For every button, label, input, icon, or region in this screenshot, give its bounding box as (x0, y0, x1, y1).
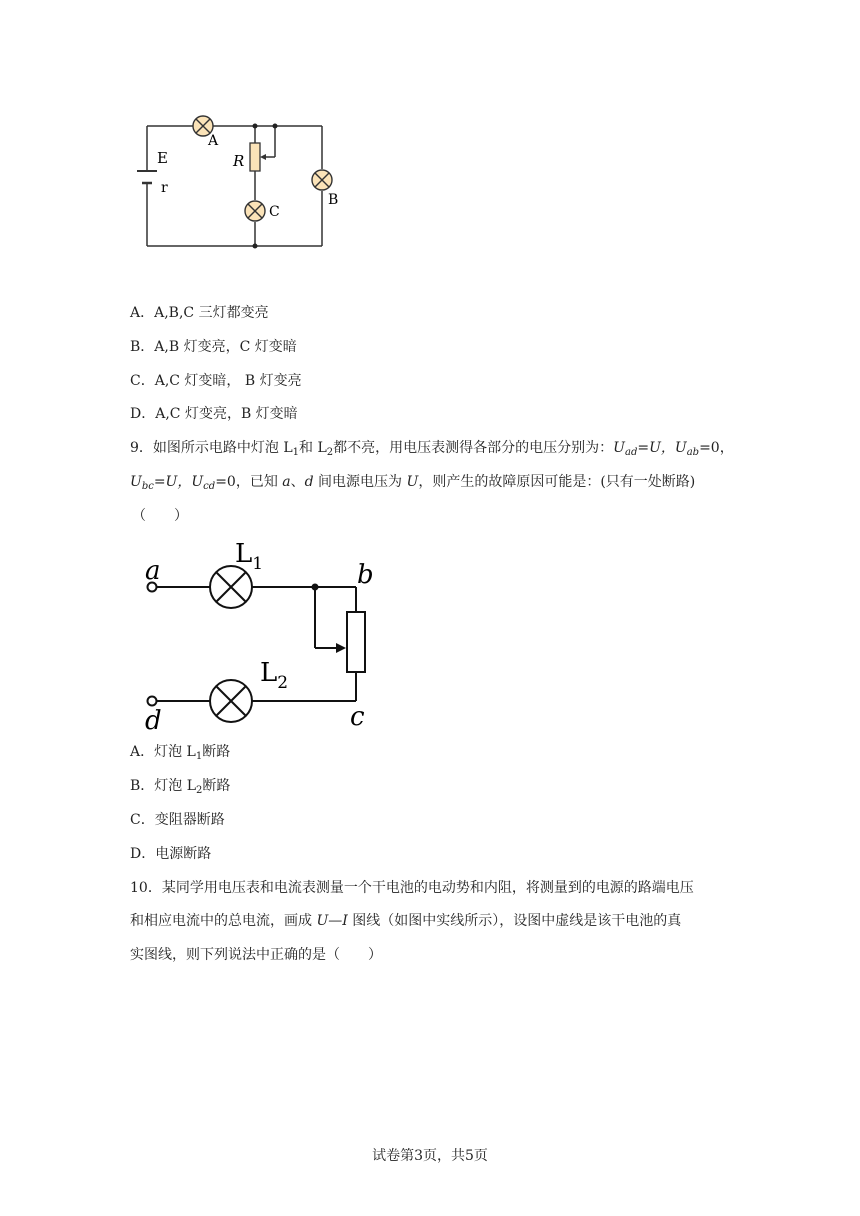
q9-option-d: D．电源断路 (130, 846, 212, 862)
label-L2: $L_2$ (260, 658, 289, 693)
circuit-figure-1 (125, 105, 350, 255)
q9-option-b: B．灯泡 $L_2$断路 (130, 778, 231, 796)
label-R: R (233, 152, 245, 170)
q10-line-1: 10．某同学用电压表和电流表测量一个干电池的电动势和内阻，将测量到的电源的路端电压 (130, 880, 694, 896)
label-r: r (161, 180, 168, 196)
q8-option-b: B．A,B 灯变亮，C 灯变暗 (130, 339, 297, 355)
label-E: E (157, 149, 168, 167)
label-d: d (145, 706, 162, 735)
label-A: A (208, 133, 219, 149)
q9-answer-paren: （ ） (132, 508, 188, 524)
q10-line-3: 实图线，则下列说法中正确的是（ ） (130, 947, 382, 963)
q8-option-d: D．A,C 灯变亮，B 灯变暗 (130, 406, 298, 422)
label-C: C (269, 204, 280, 220)
circuit-figure-2 (135, 535, 385, 735)
q9-option-a: A．灯泡 $L_1$断路 (130, 744, 231, 762)
q8-option-c: C．A,C 灯变暗， B 灯变亮 (130, 373, 302, 389)
label-L1: $L_1$ (235, 539, 264, 574)
label-c: c (350, 702, 365, 732)
q10-line-2: 和相应电流中的总电流，画成 U—I 图线（如图中实线所示），设图中虚线是该干电池的真 (130, 913, 682, 929)
q8-option-a: A．A,B,C 三灯都变亮 (130, 305, 269, 321)
q9-line-1: 9．如图所示电路中灯泡 $L_1$和 $L_2$都不亮，用电压表测得各部分的电压分别为：$U_{ad}=U$，$U_{ab}=0$， (130, 440, 734, 458)
label-B: B (328, 192, 339, 208)
q9-line-2: $U_{bc}=U$，$U_{cd}=0$，已知 a、d 间电源电压为 U，则产生的故障原因可能是：(只有一处断路) (130, 474, 696, 492)
q9-option-c: C．变阻器断路 (130, 812, 225, 828)
label-a: a (145, 556, 161, 586)
label-b: b (357, 560, 374, 590)
page-footer: 试卷第3页，共5页 (372, 1148, 488, 1164)
